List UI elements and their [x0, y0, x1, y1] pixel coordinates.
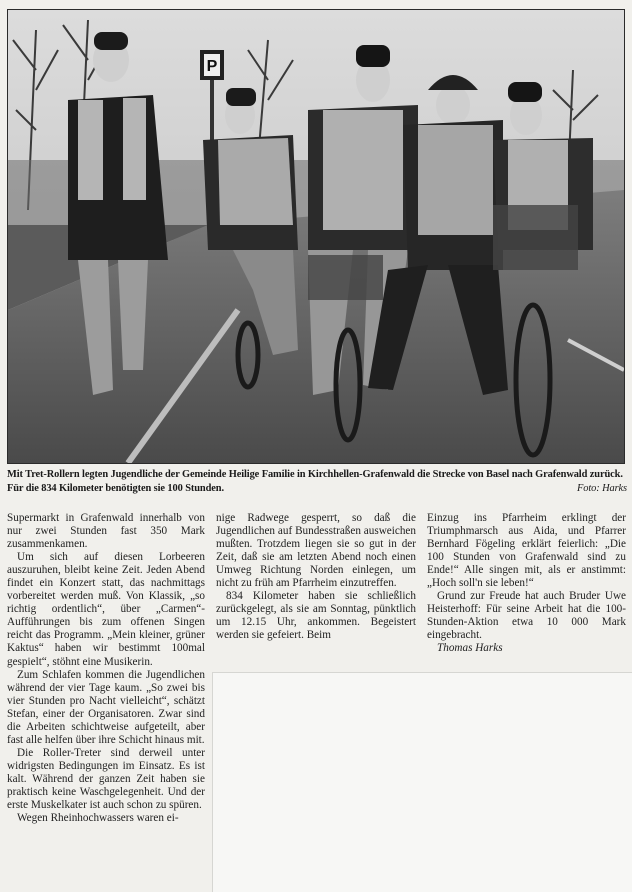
author-byline: Thomas Harks: [437, 642, 503, 655]
paragraph: Zum Schlafen kommen die Jugendlichen während der vier Tage kaum. „So zwei bis vier Stunden pro Nacht vielleicht“, schätzt Stefan, einer der Organisatoren. Zwar sind die Arbeiten schichtweise aufgeteilt, aber fast alle helfen über ihre Schicht hinaus mit.: [7, 668, 205, 746]
paragraph: Um sich auf diesen Lorbeeren auszuruhen, bleibt keine Zeit. Jeden Abend findet ein Konzert statt, das nachmittags vorbereitet werden muß. Von Klassik, „so richtig ordentlich“, über „Carmen“-Aufführungen bis zum offenen Singen reicht das Programm. „Mein kleiner, grüner Kaktus“ haben wir bestimmt 100mal gespielt“, stöhnt eine Musikerin.: [7, 551, 205, 668]
photo-credit: Foto: Harks: [577, 482, 627, 494]
paragraph: Wegen Rheinhochwassers waren ei-: [17, 812, 179, 825]
paragraph: Supermarkt in Grafenwald innerhalb von nur zwei Stunden fast 350 Mark zusammenkamen.: [7, 512, 205, 551]
photo-caption: [7, 468, 627, 495]
paragraph: 834 Kilometer haben sie schließlich zurückgelegt, als sie am Sonntag, pünktlich um 12.15 Uhr, ankommen. Begeistert werden sie gefeiert. Beim: [216, 590, 416, 642]
paragraph: nige Radwege gesperrt, so daß die Jugendlichen auf Bundesstraßen ausweichen mußten. Trotzdem liegen sie so gut in der Zeit, daß sie am letzten Abend noch einen Umweg Richtung Norden einlegen, um nicht zu früh am Pfarrheim einzutreffen.: [216, 512, 416, 590]
news-photo: [7, 9, 625, 464]
caption-text: Mit Tret-Rollern legten Jugendliche der Gemeinde Heilige Familie in Kirchhellen-Grafenwald die Strecke von Basel nach Grafenwald zurück. Für die 834 Kilometer benötigten sie 100 Stunden.: [7, 469, 623, 494]
article-column-1: [7, 512, 205, 825]
article-column-2: [216, 512, 416, 642]
paragraph: Einzug ins Pfarrheim erklingt der Triumphmarsch aus Aida, und Pfarrer Bernhard Fögeling erklärt feierlich: „Die 100 Stunden von Grafenwald sind zu Ende!“ Alle singen mit, als er anstimmt: „Hoch soll'n sie leben!“: [427, 512, 626, 590]
svg-text:P: P: [206, 58, 218, 75]
paragraph: Grund zur Freude hat auch Bruder Uwe Heisterhoff: Für seine Arbeit hat die 100-Stunden-Aktion etwa 10 000 Mark eingebracht.: [427, 590, 626, 642]
cyclists-photo: [8, 10, 624, 463]
paragraph: Die Roller-Treter sind derweil unter widrigsten Bedingungen im Einsatz. Es ist kalt. Während der ganzen Zeit haben sie praktisch keine Waschgelegenheit. Und der erste Muskelkater ist auch schon zu spüren.: [7, 746, 205, 812]
paper-clipping-edge: [212, 672, 632, 892]
article-column-3: [427, 512, 626, 656]
